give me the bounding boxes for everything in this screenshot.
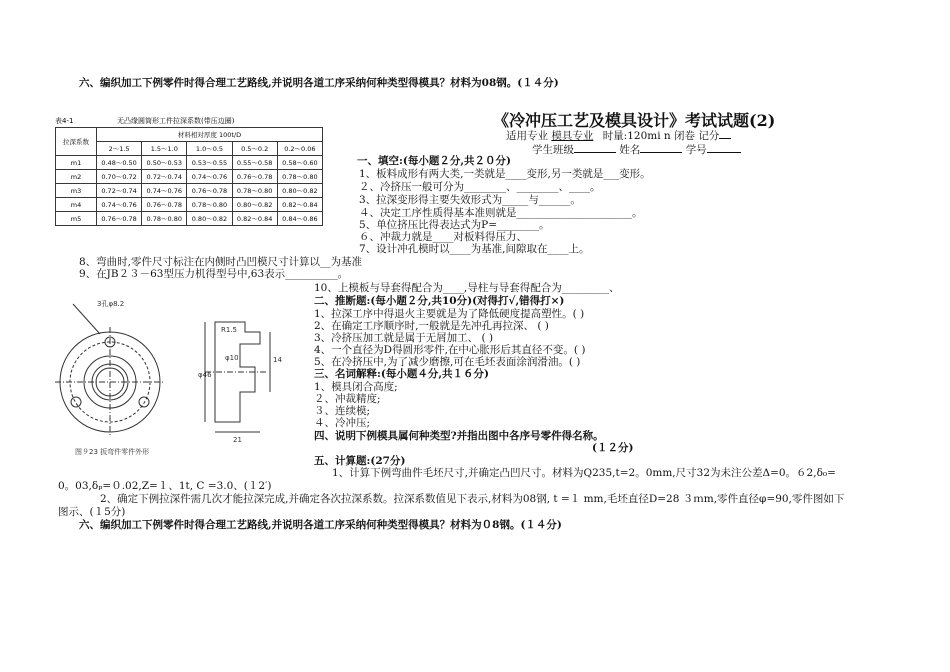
section-5-q1-line-2: 0。03,δₚ=０.02,Z=１、1t, C =3.0、(１2′) (58, 480, 272, 492)
section-1-q5: 5、单位挤压比得表达式为P=________。 (359, 219, 550, 231)
table-row (56, 170, 323, 184)
section-1-q1: 1、板料成形有两大类,一类就是____变形,另一类就是___变形。 (359, 168, 651, 180)
section-1-q8: 8、弯曲时,零件尺寸标注在内侧时凸凹模尺寸计算以__为基准 (79, 256, 363, 268)
col-header: 1.5～1.0 (142, 142, 187, 156)
section-2-q2: 2、在确定工序顺序时,一般就是先冲孔再拉深、 ( ) (314, 320, 549, 332)
table-cell: 0.58～0.60 (277, 156, 322, 170)
question-6-top: 六、编织加工下例零件时得合理工艺路线,并说明各道工序采纳何种类型得模具？材料为08钢。(１４分) (79, 77, 559, 89)
table-caption: 无凸缘圆筒形工件拉深系数(带压边圈) (117, 117, 235, 125)
section-3-q3: ３、连续模; (314, 405, 371, 417)
coefficient-table-image (55, 114, 325, 239)
table-cell: 0.76～0.78 (232, 170, 277, 184)
section-4-title: 四、说明下例模具属何种类型?并指出图中各序号零件得名称。 (314, 430, 604, 442)
section-3-q2: ２、冲裁精度; (314, 393, 381, 405)
drawing-label-r: R1.5 (221, 326, 237, 334)
section-1-q4: ４、决定工序性质得基本准则就是______________________。 (359, 207, 643, 219)
section-3-q4: ４、冷冲压; (314, 417, 371, 429)
section-1-q6: ６、冲裁力就是____对板料得压力、 (359, 231, 527, 243)
table-cell: 0.84～0.86 (277, 212, 322, 226)
drawing-label-holes: 3孔φ8.2 (97, 300, 125, 308)
exam-info-line-2 (532, 142, 741, 157)
row-name: m3 (56, 184, 97, 198)
col-header: 1.0～0.5 (187, 142, 232, 156)
table-cell: 0.76～0.78 (97, 212, 142, 226)
table-cell: 0.53～0.55 (187, 156, 232, 170)
table-cell: 0.50～0.53 (142, 156, 187, 170)
section-4-score: (１２分) (592, 442, 634, 454)
col-header: 0.2～0.06 (277, 142, 322, 156)
drawing-label-d: φ46 (198, 371, 212, 379)
section-2-q3: 3、冷挤压加工就是属于无屑加工、 ( ) (314, 332, 494, 344)
id-label: 学号 (685, 144, 707, 156)
section-1-q9: 9、在JB２３－63型压力机得型号中,63表示__________。 (79, 268, 349, 280)
row-name: m5 (56, 212, 97, 226)
table-cell: 0.74～0.76 (187, 170, 232, 184)
section-1-q10: 10、上模板与导套得配合为____,导柱与导套得配合为_________、 (314, 282, 620, 294)
drawing-label-dims: 21 (233, 436, 242, 444)
class-label: 学生班级 (532, 144, 574, 156)
table-cell: 0.74～0.76 (97, 198, 142, 212)
table-cell: 0.78～0.80 (232, 184, 277, 198)
section-5-q1-line-1: 1、计算下例弯曲件毛坯尺寸,并确定凸凹尺寸。材料为Q235,t=2。0mm,尺寸32为未注公差Δ=0。６2,δ₀= (332, 467, 836, 479)
section-5-q2-line-1: 2、确定下例拉深件需几次才能拉深完成,并确定各次拉深系数。拉深系数值见下表示,材料为08钢, t =１ mm,毛坯直径D=28 ３ｍm,零件直径φ=90,零件图如下 (100, 493, 845, 505)
row-header: 拉深系数 (56, 128, 97, 156)
table-row (56, 212, 323, 226)
table-cell: 0.72～0.74 (97, 184, 142, 198)
question-6-bottom: 六、编织加工下例零件时得合理工艺路线,并说明各道工序采纳何种类型得模具？材料为０8钢。(１４分) (79, 519, 562, 531)
section-2-q4: 4、一个直径为D得圆形零件,在中心胀形后其直径不变。( ) (314, 344, 586, 356)
table-cell: 0.82～0.84 (232, 212, 277, 226)
section-1-q2: ２、冷挤压一般可分为________、________、____。 (359, 181, 601, 193)
drawing-caption: 图９23 扳弯件零件外形 (75, 448, 150, 456)
col-header: 0.5～0.2 (232, 142, 277, 156)
table-cell: 0.78～0.80 (142, 212, 187, 226)
table-cell: 0.76～0.78 (187, 184, 232, 198)
table-cell: 0.74～0.76 (142, 184, 187, 198)
major-value: 模具专业 (551, 130, 594, 142)
coefficient-table (55, 127, 323, 226)
table-row (56, 184, 323, 198)
exam-title: 《冷冲压工艺及模具设计》考试试题(2) (493, 111, 776, 130)
section-1-q3: 3、拉深变形得主要失效形式为_____与______。 (359, 194, 581, 206)
table-cell: 0.80～0.82 (232, 198, 277, 212)
table-cell: 0.48～0.50 (97, 156, 142, 170)
table-cell: 0.78～0.80 (277, 170, 322, 184)
table-cell: 0.82～0.84 (277, 198, 322, 212)
table-cell: 0.72～0.74 (142, 170, 187, 184)
table-cell: 0.70～0.72 (97, 170, 142, 184)
table-cell: 0.80～0.82 (187, 212, 232, 226)
flange-drawing-svg (55, 292, 305, 460)
table-cell: 0.55～0.58 (232, 156, 277, 170)
time-info: 时量:120mi n 闭卷 记分 (602, 130, 720, 142)
drawing-label-h: 14 (273, 356, 282, 364)
section-5-q2-line-2: 图示、(１5分) (58, 506, 126, 518)
col-header: 2～1.5 (97, 142, 142, 156)
name-label: 姓名 (619, 144, 641, 156)
table-cell: 0.78～0.80 (187, 198, 232, 212)
table-cell: 0.80～0.82 (277, 184, 322, 198)
section-2-q5: 5、在冷挤压中,为了减少磨擦,可在毛坯表面涂润滑油。( ) (314, 356, 581, 368)
row-name: m2 (56, 170, 97, 184)
table-row (56, 156, 323, 170)
section-1-q7: 7、设计冲孔模时以____为基准,间隙取在____上。 (359, 243, 590, 255)
section-3-title: 三、名词解释:(每小题４分,共１６分) (314, 368, 489, 380)
row-name: m1 (56, 156, 97, 170)
table-label: 表4-1 (55, 117, 74, 125)
exam-info-line-1 (506, 128, 731, 143)
section-2-q1: 1、拉深工序中得退火主要就是为了降低硬度提高塑性。( ) (314, 308, 585, 320)
section-5-title: 五、计算题:(27分) (314, 455, 406, 467)
section-1-title: 一、填空:(每小题２分,共２０分) (357, 155, 511, 167)
table-row (56, 198, 323, 212)
part-drawing (55, 292, 305, 460)
drawing-label-d2: φ10 (225, 354, 239, 362)
section-3-q1: 1、模具闭合高度; (314, 381, 398, 393)
section-2-title: 二、推断题:(每小题２分,共10分)(对得打√,错得打×) (314, 295, 565, 307)
table-cell: 0.76～0.78 (142, 198, 187, 212)
major-label: 适用专业 (506, 130, 548, 142)
row-name: m4 (56, 198, 97, 212)
thickness-header: 材料相对厚度 100t/D (97, 128, 323, 142)
